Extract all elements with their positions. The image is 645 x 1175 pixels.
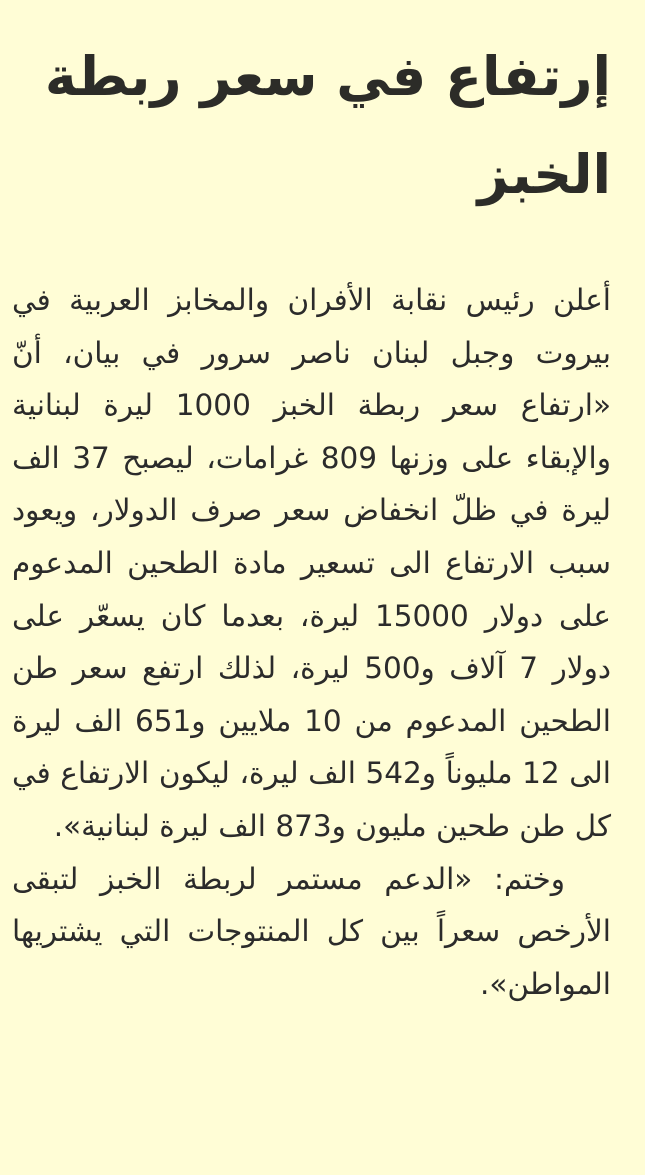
article-body [12, 274, 611, 1010]
article-paragraph: أعلن رئيس نقابة الأفران والمخابز العربية في بيروت وجبل لبنان ناصر سرور في بيان، أنّ «ارتفاع سعر ربطة الخبز 1000 ليرة لبنانية والإبقاء على وزنها 809 غرامات، ليصبح 37 الف ليرة في ظلّ انخفاض سعر صرف الدولار، ويعود سبب الارتفاع الى تسعير مادة الطحين المدعوم على دولار 15000 ليرة، بعدما كان يسعّر على دولار 7 آلاف و500 ليرة، لذلك ارتفع سعر طن الطحين المدعوم من 10 ملايين و651 الف ليرة الى 12 مليوناً و542 الف ليرة، ليكون الارتفاع في كل طن طحين مليون و873 الف ليرة لبنانية». [12, 283, 612, 843]
article-closing-paragraph: وختم: «الدعم مستمر لربطة الخبز لتبقى الأرخص سعراً بين كل المنتوجات التي يشتريها المواطن». [12, 861, 611, 1001]
article-headline: إرتفاع في سعر ربطة الخبز [44, 45, 611, 206]
